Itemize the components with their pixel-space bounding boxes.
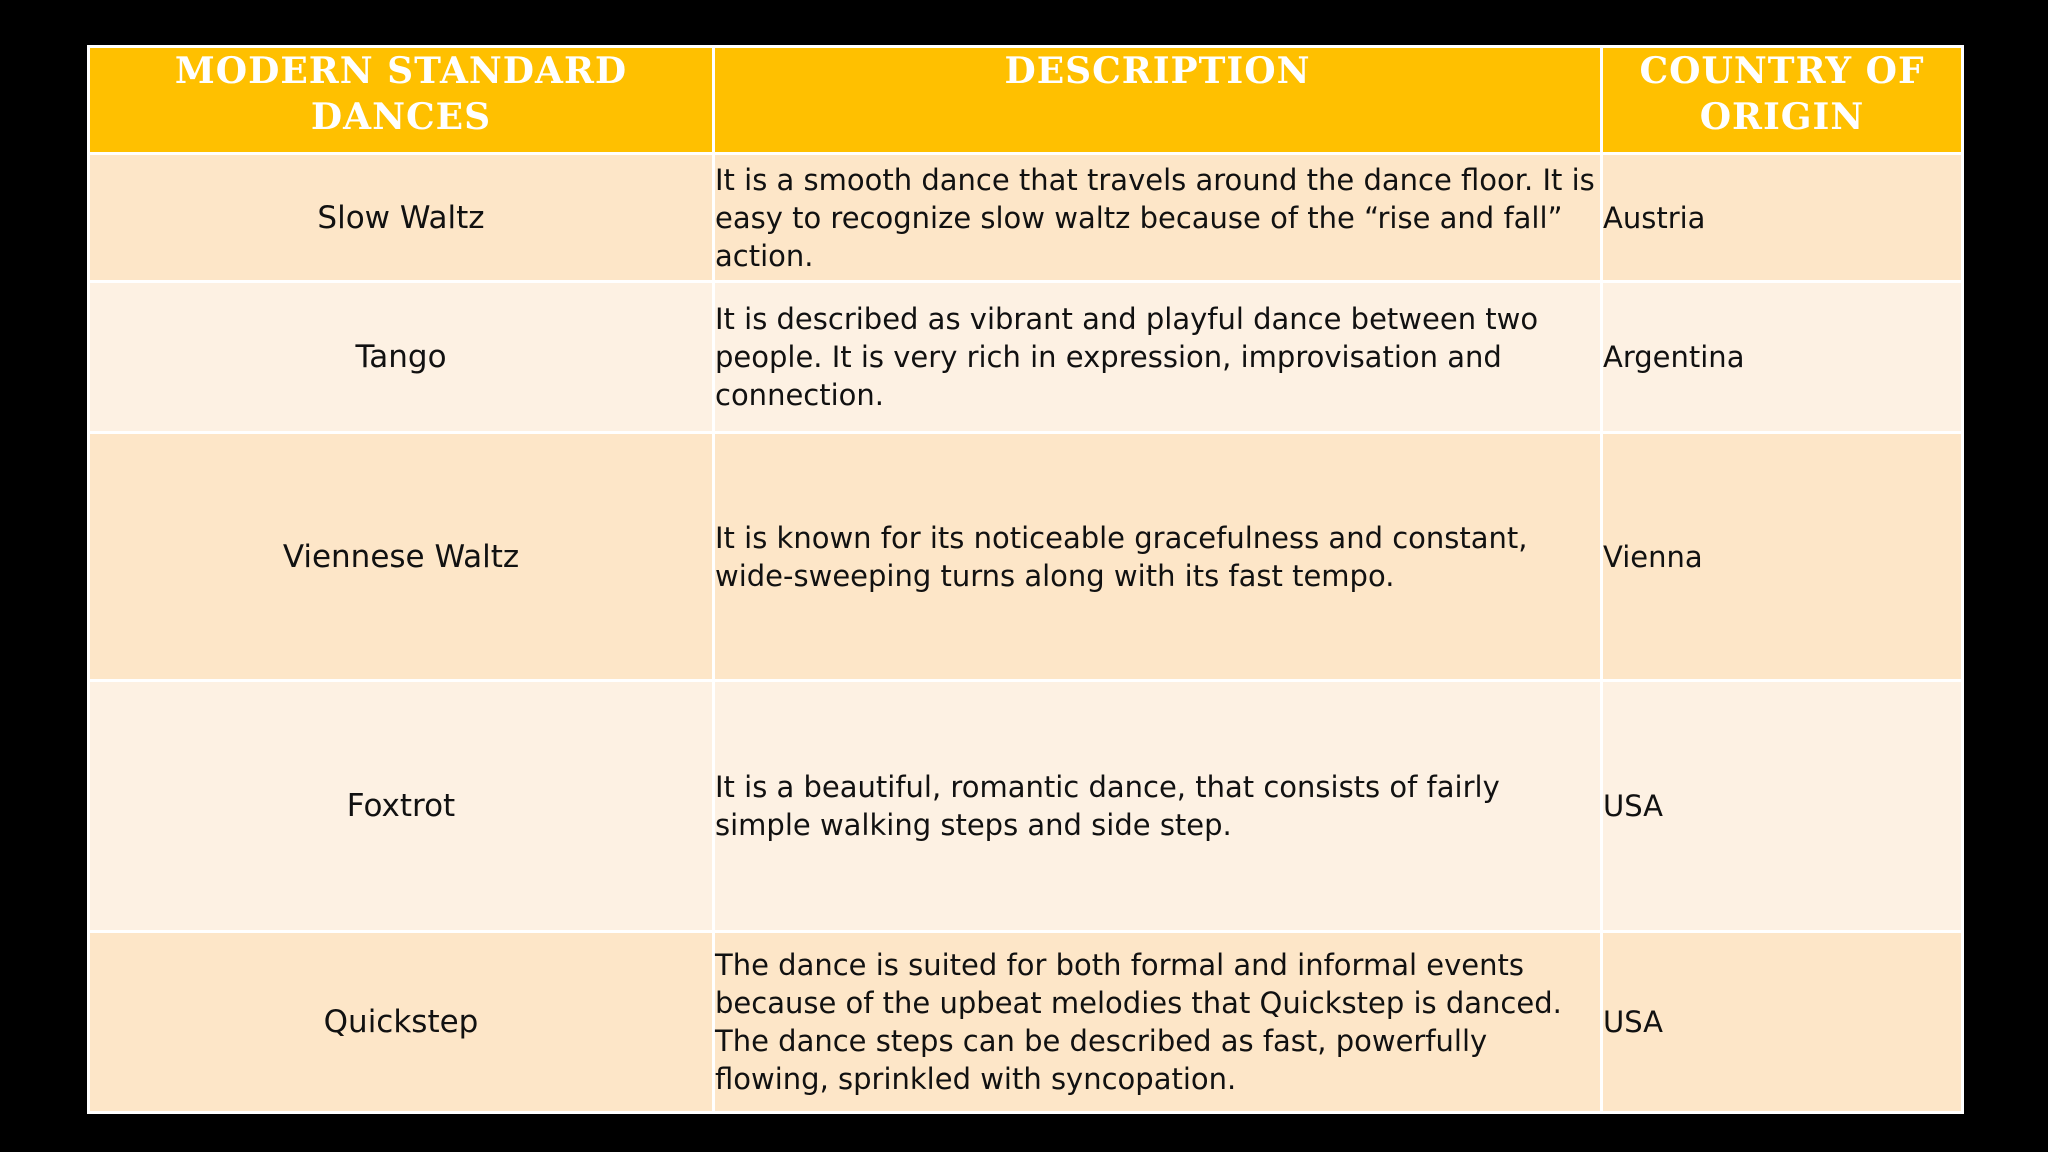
- header-country: COUNTRY OF ORIGIN: [1602, 47, 1963, 154]
- table-row: [89, 154, 1963, 282]
- dance-description: It is described as vibrant and playful dance between two people. It is very rich in expression, improvisation and connection.: [714, 282, 1602, 433]
- dance-name: Foxtrot: [89, 681, 714, 932]
- dance-origin: Argentina: [1602, 282, 1963, 433]
- header-dances: MODERN STANDARD DANCES: [89, 47, 714, 154]
- dance-origin: USA: [1602, 681, 1963, 932]
- dance-origin: Austria: [1602, 154, 1963, 282]
- dance-description: It is known for its noticeable gracefulness and constant, wide-sweeping turns along with its fast tempo.: [714, 433, 1602, 681]
- dance-name: Slow Waltz: [89, 154, 714, 282]
- table-row: [89, 282, 1963, 433]
- table-row: [89, 433, 1963, 681]
- header-description: DESCRIPTION: [714, 47, 1602, 154]
- dance-name: Tango: [89, 282, 714, 433]
- dance-origin: Vienna: [1602, 433, 1963, 681]
- dance-description: The dance is suited for both formal and informal events because of the upbeat melodies that Quickstep is danced. The dance steps can be described as fast, powerfully flowing, sprinkled with syncopation.: [714, 932, 1602, 1113]
- dance-description: It is a smooth dance that travels around the dance floor. It is easy to recognize slow waltz because of the “rise and fall” action.: [714, 154, 1602, 282]
- dance-origin: USA: [1602, 932, 1963, 1113]
- dance-name: Viennese Waltz: [89, 433, 714, 681]
- dance-name: Quickstep: [89, 932, 714, 1113]
- dances-table: [87, 45, 1964, 1114]
- table-header-row: [89, 47, 1963, 154]
- table-row: [89, 932, 1963, 1113]
- dance-description: It is a beautiful, romantic dance, that consists of fairly simple walking steps and side step.: [714, 681, 1602, 932]
- table-row: [89, 681, 1963, 932]
